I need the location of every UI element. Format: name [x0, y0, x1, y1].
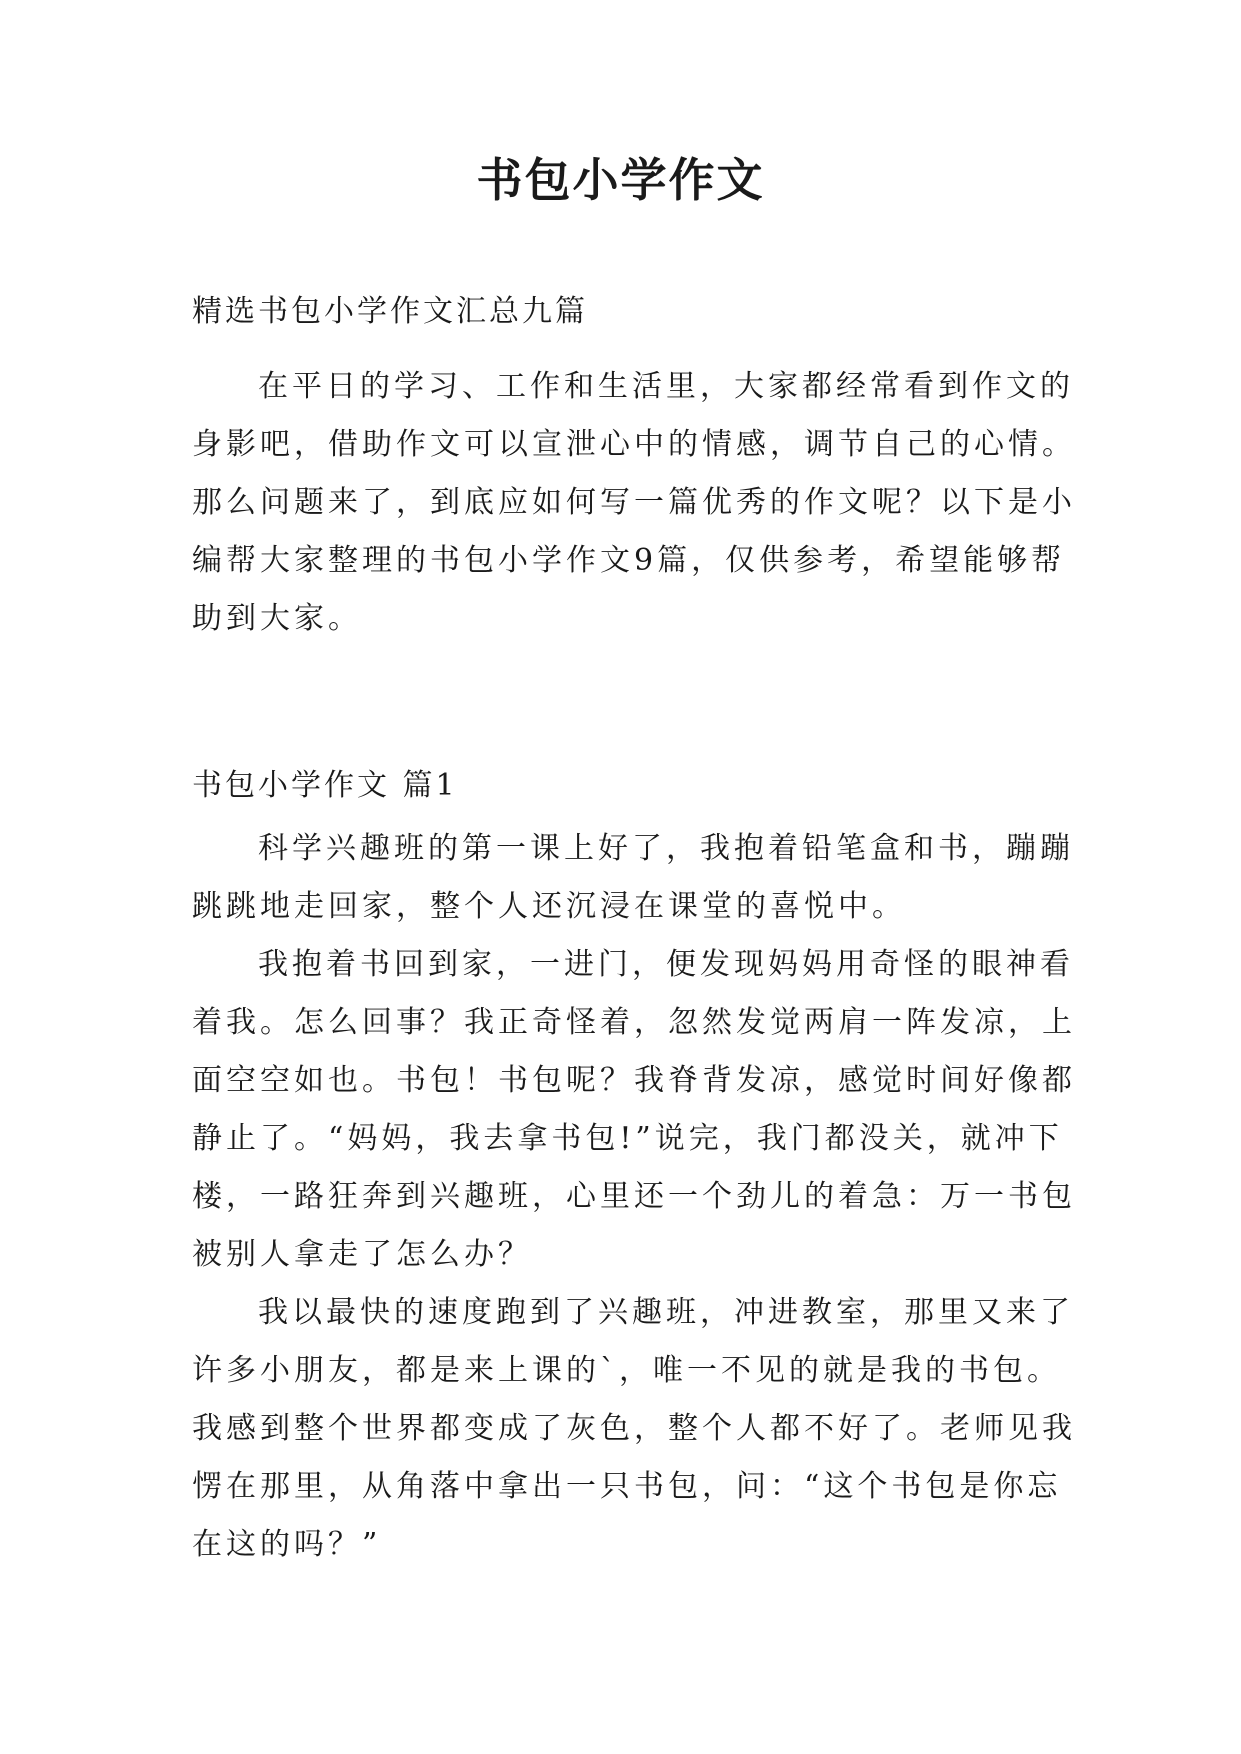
body-paragraph [192, 936, 1076, 1284]
paragraph-line: 静止了。“妈妈，我去拿书包!”说完，我门都没关，就冲下 [192, 1121, 1063, 1156]
paragraph-line: 许多小朋友，都是来上课的`，唯一不见的就是我的书包。 [192, 1353, 1061, 1388]
section-heading: 书包小学作文 篇1 [192, 768, 458, 803]
paragraph-line: 我以最快的速度跑到了兴趣班，冲进教室，那里又来了 [258, 1295, 1074, 1330]
paragraph-line: 愣在那里，从角落中拿出一只书包，问：“这个书包是你忘 [192, 1469, 1062, 1504]
paragraph-line: 在这的吗？” [192, 1527, 382, 1562]
paragraph-line: 被别人拿走了怎么办？ [192, 1237, 532, 1272]
intro-line: 助到大家。 [192, 601, 362, 636]
body-paragraph [192, 820, 1074, 936]
document-title: 书包小学作文 [476, 153, 765, 207]
paragraph-line: 着我。怎么回事？我正奇怪着，忽然发觉两肩一阵发凉，上 [192, 1005, 1076, 1040]
paragraph-line: 我抱着书回到家，一进门，便发现妈妈用奇怪的眼神看 [258, 947, 1074, 982]
intro-line: 身影吧，借助作文可以宣泄心中的情感，调节自己的心情。 [192, 427, 1076, 462]
paragraph-line: 我感到整个世界都变成了灰色，整个人都不好了。老师见我 [192, 1411, 1076, 1446]
paragraph-line: 面空空如也。书包！书包呢？我脊背发凉，感觉时间好像都 [192, 1063, 1076, 1098]
paragraph-line: 跳跳地走回家，整个人还沉浸在课堂的喜悦中。 [192, 889, 906, 924]
body-paragraph [192, 1284, 1076, 1574]
intro-line: 那么问题来了，到底应如何写一篇优秀的作文呢？以下是小 [192, 485, 1076, 520]
intro-paragraph [192, 358, 1076, 648]
paragraph-line: 楼，一路狂奔到兴趣班，心里还一个劲儿的着急：万一书包 [192, 1179, 1076, 1214]
intro-line: 编帮大家整理的书包小学作文9篇，仅供参考，希望能够帮 [192, 543, 1066, 578]
intro-line: 在平日的学习、工作和生活里，大家都经常看到作文的 [258, 369, 1074, 404]
paragraph-line: 科学兴趣班的第一课上好了，我抱着铅笔盒和书，蹦蹦 [258, 831, 1074, 866]
document-subtitle: 精选书包小学作文汇总九篇 [192, 294, 588, 329]
